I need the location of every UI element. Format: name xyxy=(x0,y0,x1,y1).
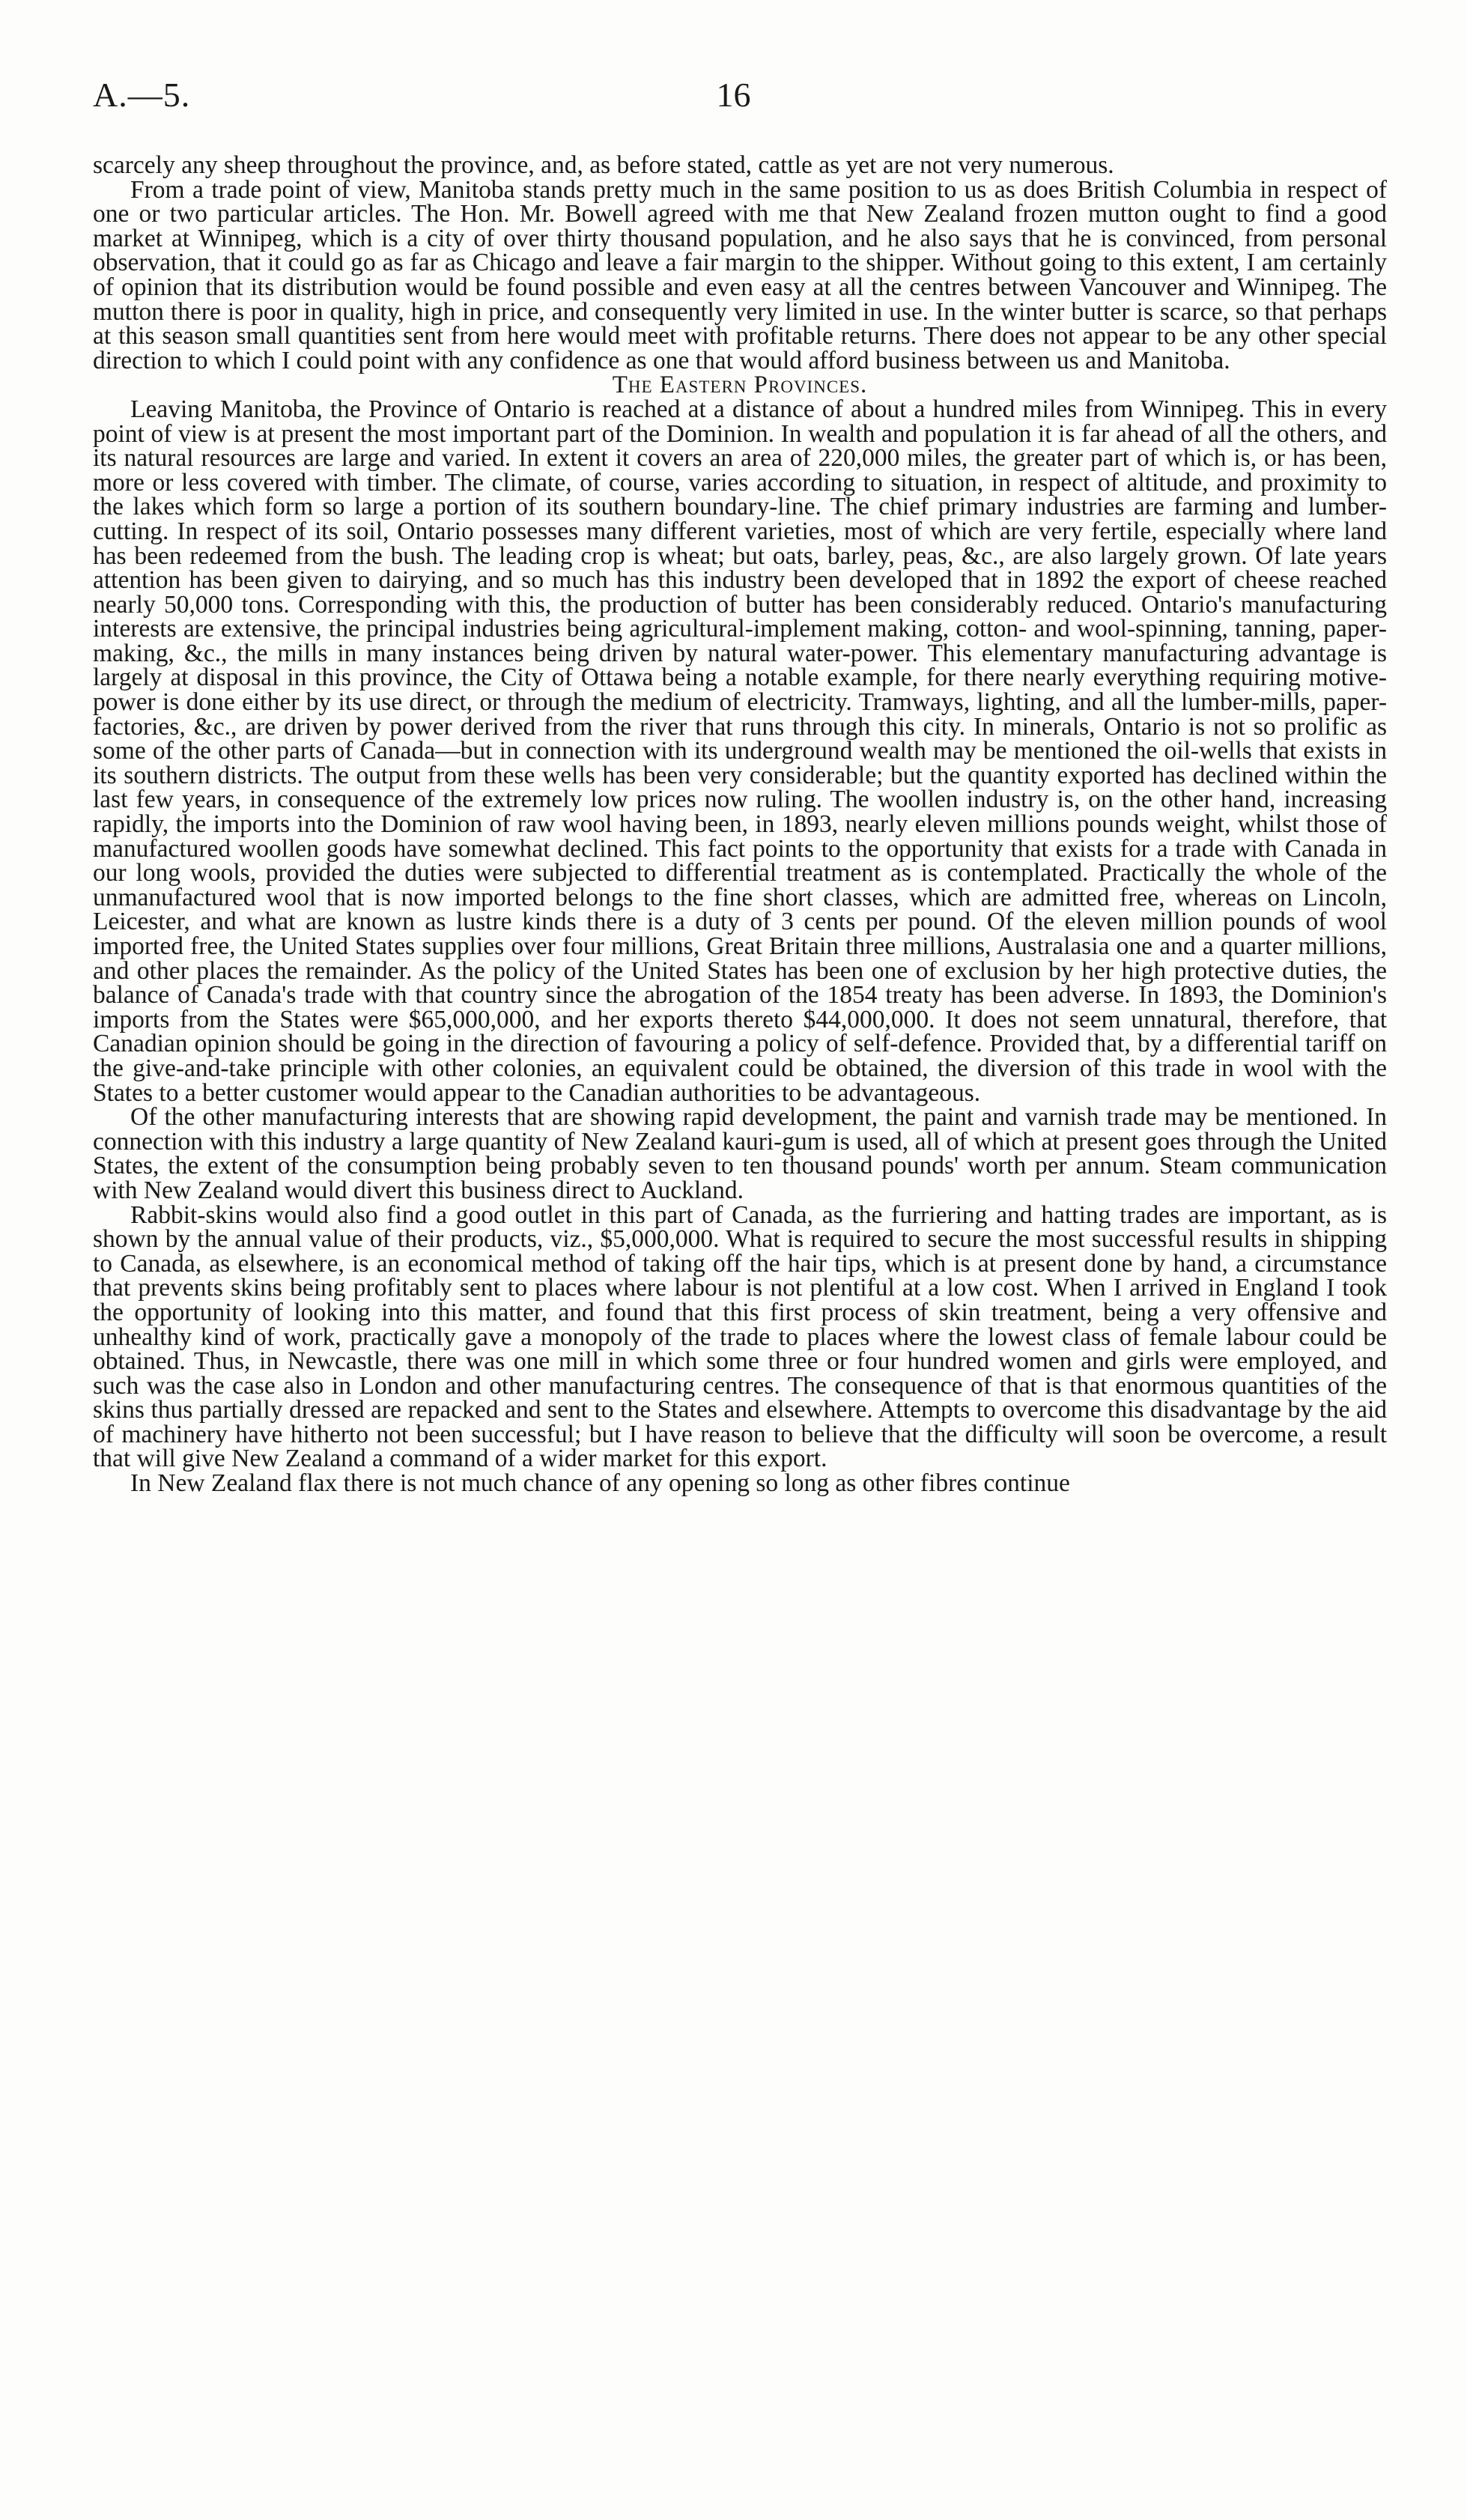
paragraph-manitoba-trade: From a trade point of view, Manitoba stands pretty much in the same position to us as does British Columbia in respect of one or two particular articles. The Hon. Mr. Bowell agreed with me that New Zealand frozen mutton ought to find a good market at Winnipeg, which is a city of over thirty thousand population, and he also says that he is convinced, from personal observation, that it could go as far as Chicago and leave a fair margin to the shipper. Without going to this extent, I am certainly of opinion that its distribution would be found possible and even easy at all the centres between Vancouver and Winnipeg. The mutton there is poor in quality, high in price, and consequently very limited in use. In the winter butter is scarce, so that perhaps at this season small quantities sent from here would meet with profitable returns. There does not appear to be any other special direction to which I could point with any confidence as one that would afford business between us and Manitoba. xyxy=(93,175,1387,374)
document-body xyxy=(93,151,1387,1498)
section-heading: The Eastern Provinces. xyxy=(612,371,868,399)
paragraph-rabbit-skins: Rabbit-skins would also find a good outlet in this part of Canada, as the furriering and hatting trades are important, as is shown by the annual value of their products, viz., $5,000,000. What is required to secure the most successful results in shipping to Canada, as elsewhere, is an economical method of taking off the hair tips, which is at present done by hand, a circumstance that prevents skins being profitably sent to places where labour is not plentiful at a low cost. When I arrived in England I took the opportunity of looking into this matter, and found that this first process of skin treatment, being a very offensive and unhealthy kind of work, practically gave a monopoly of the trade to places where the lowest class of female labour could be obtained. Thus, in Newcastle, there was one mill in which some three or four hundred women and girls were employed, and such was the case also in London and other manufacturing centres. The consequence of that is that enormous quantities of the skins thus partially dressed are repacked and sent to the States and elsewhere. Attempts to overcome this disadvantage by the aid of machinery have hitherto not been successful; but I have reason to believe that the difficulty will soon be overcome, a result that will give New Zealand a command of a wider market for this export. xyxy=(93,1200,1387,1473)
paragraph-paint-varnish: Of the other manufacturing interests that are showing rapid development, the paint and varnish trade may be mentioned. In connection with this industry a large quantity of New Zealand kauri-gum is used, all of which at present goes through the United States, the extent of the consumption being probably seven to ten thousand pounds' worth per annum. Steam communication with New Zealand would divert this business direct to Auckland. xyxy=(93,1103,1387,1204)
paragraph-flax: In New Zealand flax there is not much chance of any opening so long as other fibres continue xyxy=(130,1469,1070,1498)
paragraph-ontario: Leaving Manitoba, the Province of Ontario is reached at a distance of about a hundred miles from Winnipeg. This in every point of view is at present the most important part of the Dominion. In wealth and population it is far ahead of all the others, and its natural resources are large and varied. In extent it covers an area of 220,000 miles, the greater part of which is, or has been, more or less covered with timber. The climate, of course, varies according to situation, in respect of altitude, and proximity to the lakes which form so large a portion of its southern boundary-line. The chief primary industries are farming and lumber-cutting. In respect of its soil, Ontario possesses many different varieties, most of which are very fertile, especially where land has been redeemed from the bush. The leading crop is wheat; but oats, barley, peas, &c., are also largely grown. Of late years attention has been given to dairying, and so much has this industry been developed that in 1892 the export of cheese reached nearly 50,000 tons. Corresponding with this, the production of butter has been considerably reduced. Ontario's manufacturing interests are extensive, the principal industries being agricultural-implement making, cotton- and wool-spinning, tanning, paper-making, &c., the mills in many instances being driven by natural water-power. This elementary manufacturing advantage is largely at disposal in this province, the City of Ottawa being a notable example, for there nearly everything requiring motive-power is done either by its use direct, or through the medium of electricity. Tramways, lighting, and all the lumber-mills, paper-factories, &c., are driven by power derived from the river that runs through this city. In minerals, Ontario is not so prolific as some of the other parts of Canada—but in connection with its underground wealth may be mentioned the oil-wells that exists in its southern districts. The output from these wells has been very considerable; but the quantity exported has declined within the last few years, in consequence of the extremely low prices now ruling. The woollen industry is, on the other hand, increasing rapidly, the imports into the Dominion of raw wool having been, in 1893, nearly eleven millions pounds weight, whilst those of manufactured woollen goods have somewhat declined. This fact points to the opportunity that exists for a trade with Canada in our long wools, provided the duties were subjected to differential treatment as is contemplated. Practically the whole of the unmanufactured wool that is now imported belongs to the fine short classes, which are admitted free, whereas on Lincoln, Leicester, and what are known as lustre kinds there is a duty of 3 cents per pound. Of the eleven million pounds of wool imported free, the United States supplies over four millions, Great Britain three millions, Australasia one and a quarter millions, and other places the remainder. As the policy of the United States has been one of exclusion by her high protective duties, the balance of Canada's trade with that country since the abrogation of the 1854 treaty has been adverse. In 1893, the Dominion's imports from the States were $65,000,000, and her exports thereto $44,000,000. It does not seem unnatural, therefore, that Canadian opinion should be going in the direction of favouring a policy of self-defence. Provided that, by a differential tariff on the give-and-take principle with other colonies, an equivalent could be obtained, the diversion of this trade in wool with the States to a better customer would appear to the Canadian authorities to be advantageous. xyxy=(93,395,1387,1107)
paragraph-continuation: scarcely any sheep throughout the province, and, as before stated, cattle as yet are not very numerous. xyxy=(93,151,1114,179)
page-number: 16 xyxy=(716,76,751,114)
document-reference: A.—5. xyxy=(93,76,191,114)
page-header xyxy=(93,75,1374,127)
